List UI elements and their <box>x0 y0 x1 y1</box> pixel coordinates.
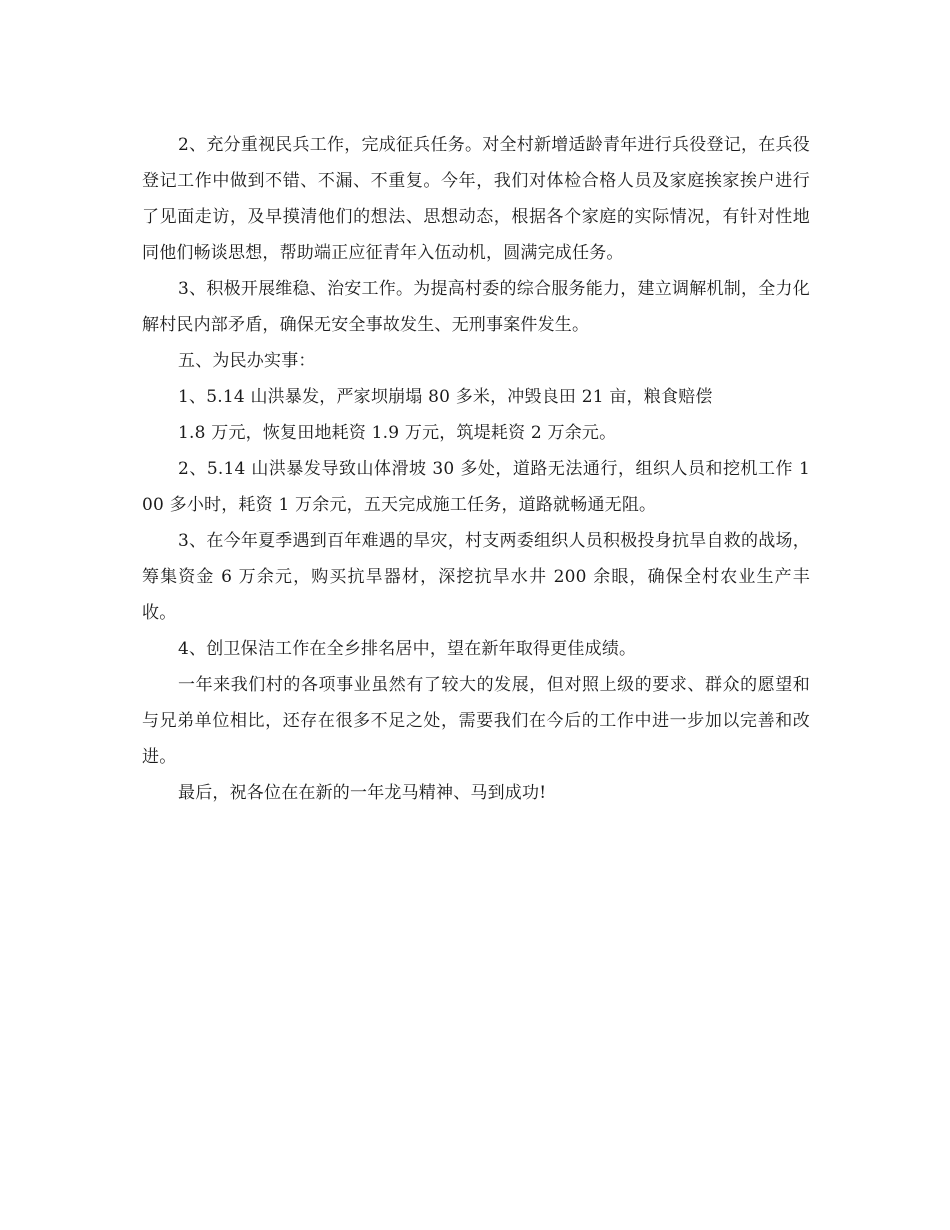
paragraph-militia-recruitment: 2、充分重视民兵工作，完成征兵任务。对全村新增适龄青年进行兵役登记，在兵役登记工作中做到不错、不漏、不重复。今年，我们对体检合格人员及家庭挨家挨户进行了见面走访，及早摸清他们的想法、思想动态，根据各个家庭的实际情况，有针对性地同他们畅谈思想，帮助端正应征青年入伍动机，圆满完成任务。 <box>142 135 810 263</box>
paragraph-stability-security: 3、积极开展维稳、治安工作。为提高村委的综合服务能力，建立调解机制，全力化解村民内部矛盾，确保无安全事故发生、无刑事案件发生。 <box>142 279 810 335</box>
paragraph-flood-farmland: 1、5.14 山洪暴发，严家坝崩塌 80 多米，冲毁良田 21 亩，粮食赔偿 <box>178 387 713 407</box>
paragraph-closing-wishes: 最后，祝各位在在新的一年龙马精神、马到成功! <box>178 783 547 803</box>
section-heading-practical-matters: 五、为民办实事： <box>178 351 316 371</box>
paragraph-flood-costs: 1.8 万元，恢复田地耗资 1.9 万元，筑堤耗资 2 万余元。 <box>178 423 617 443</box>
document-body <box>142 127 810 811</box>
paragraph-drought-relief: 3、在今年夏季遇到百年难遇的旱灾，村支两委组织人员积极投身抗旱自救的战场，筹集资金 6 万余元，购买抗旱器材，深挖抗旱水井 200 余眼，确保全村农业生产丰收。 <box>142 531 810 623</box>
paragraph-year-summary: 一年来我们村的各项事业虽然有了较大的发展，但对照上级的要求、群众的愿望和与兄弟单位相比，还存在很多不足之处，需要我们在今后的工作中进一步加以完善和改进。 <box>142 675 810 767</box>
paragraph-landslide-road: 2、5.14 山洪暴发导致山体滑坡 30 多处，道路无法通行，组织人员和挖机工作 100 多小时，耗资 1 万余元，五天完成施工任务，道路就畅通无阻。 <box>142 459 810 515</box>
paragraph-sanitation-ranking: 4、创卫保洁工作在全乡排名居中，望在新年取得更佳成绩。 <box>178 639 637 659</box>
